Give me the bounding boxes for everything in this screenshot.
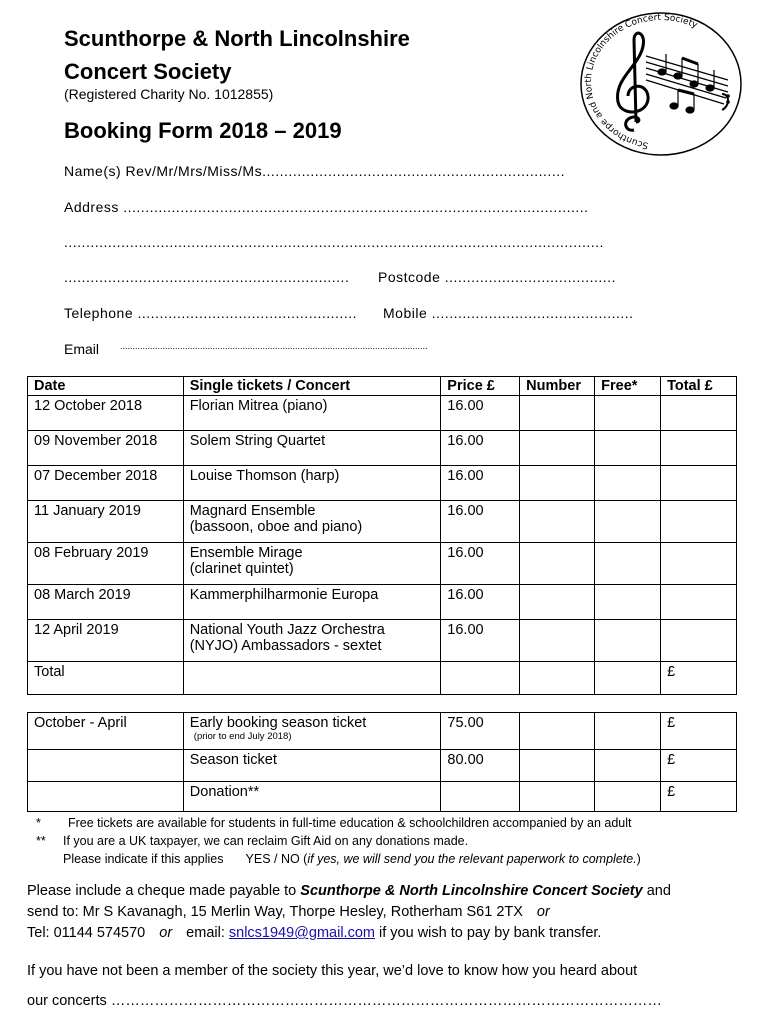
row-total-input[interactable]	[661, 396, 737, 431]
row-date: 08 March 2019	[28, 585, 184, 620]
early-total[interactable]: £	[661, 713, 737, 750]
row-total-input[interactable]	[661, 466, 737, 501]
concert-title: Magnard Ensemble	[189, 503, 316, 519]
row-price: 16.00	[441, 543, 520, 585]
season-ticket-row	[28, 750, 737, 782]
early-number-input[interactable]	[520, 713, 595, 750]
header-price: Price £	[441, 377, 520, 396]
row-number-input[interactable]	[520, 431, 595, 466]
concert-tickets-table	[27, 376, 737, 695]
form-title: Booking Form 2018 – 2019	[64, 118, 342, 143]
treble-clef-icon	[618, 33, 649, 130]
season-ticket-label: Season ticket	[183, 750, 441, 782]
footnotes	[36, 814, 641, 868]
email-label: Email	[64, 341, 100, 357]
row-number-input[interactable]	[520, 543, 595, 585]
society-logo	[578, 10, 744, 158]
season-tickets-table	[27, 712, 737, 812]
address-line-3[interactable]: .................................................................	[64, 269, 350, 285]
row-total-input[interactable]	[661, 543, 737, 585]
table-row	[28, 620, 737, 662]
email-link[interactable]: snlcs1949@gmail.com	[228, 925, 375, 941]
yes-no-option[interactable]: YES / NO	[245, 852, 300, 866]
total-row	[28, 662, 737, 695]
org-line-1: Scunthorpe & North Lincolnshire	[64, 26, 410, 51]
early-booking-label: Early booking season ticket	[189, 715, 367, 731]
total-label: Total	[28, 662, 184, 695]
music-notes-icon	[646, 54, 729, 113]
row-price: 16.00	[441, 585, 520, 620]
org-line-2: Concert Society	[64, 59, 232, 84]
early-booking-price: 75.00	[441, 713, 520, 750]
row-free-input[interactable]	[595, 466, 661, 501]
row-number-input[interactable]	[520, 396, 595, 431]
table-row	[28, 431, 737, 466]
concert-title: Ensemble Mirage	[189, 545, 303, 561]
organisation-name	[64, 22, 410, 88]
concert-title: National Youth Jazz Orchestra	[189, 622, 385, 638]
survey-line-1: If you have not been a member of the society this year, we’d love to know how you heard about	[27, 963, 638, 979]
season-number-input[interactable]	[520, 750, 595, 782]
donation-label: Donation**	[183, 782, 441, 812]
row-date: 11 January 2019	[28, 501, 184, 543]
row-price: 16.00	[441, 501, 520, 543]
header-date: Date	[28, 377, 184, 396]
donation-total[interactable]: £	[661, 782, 737, 812]
row-price: 16.00	[441, 620, 520, 662]
gift-aid-choice: Please indicate if this applies YES / NO (if yes, we will send you the relevant paperwork to complete.)	[63, 852, 641, 866]
address-line-2[interactable]: ...........................................................................................................................	[64, 234, 604, 250]
survey-question	[27, 956, 662, 1016]
row-number-input[interactable]	[520, 585, 595, 620]
donation-row	[28, 782, 737, 812]
row-date: 08 February 2019	[28, 543, 184, 585]
row-concert: Florian Mitrea (piano)	[183, 396, 441, 431]
table-row	[28, 501, 737, 543]
row-free-input[interactable]	[595, 620, 661, 662]
season-period: October - April	[28, 713, 184, 750]
name-field[interactable]: Name(s) Rev/Mr/Mrs/Miss/Ms.....................................................................	[64, 163, 565, 179]
survey-answer-field[interactable]: our concerts ……………………………………………………………………………………………………	[27, 993, 662, 1009]
row-date: 12 April 2019	[28, 620, 184, 662]
row-free-input[interactable]	[595, 585, 661, 620]
header-concert: Single tickets / Concert	[183, 377, 441, 396]
table-row	[28, 466, 737, 501]
row-date: 09 November 2018	[28, 431, 184, 466]
row-price: 16.00	[441, 396, 520, 431]
footnote-free: * Free tickets are available for students in full-time education & schoolchildren accompanied by an adult	[36, 816, 632, 830]
charity-number: (Registered Charity No. 1012855)	[64, 86, 274, 102]
row-concert	[183, 543, 441, 585]
address-field[interactable]: Address ..........................................................................................................	[64, 199, 589, 215]
row-concert: Solem String Quartet	[183, 431, 441, 466]
row-free-input[interactable]	[595, 543, 661, 585]
payment-instructions: Please include a cheque made payable to Scunthorpe & North Lincolnshire Concert Society and send to: Mr S Kavanagh, 15 Merlin Way, Thorpe Hesley, Rotherham S61 2TX or Tel: 01144 574570 or email: snlcs1949@gmail.com if you wish to pay by bank transfer.	[27, 883, 671, 941]
early-booking-row	[28, 713, 737, 750]
row-price: 16.00	[441, 466, 520, 501]
row-price: 16.00	[441, 431, 520, 466]
table-row	[28, 585, 737, 620]
row-number-input[interactable]	[520, 501, 595, 543]
table-header-row	[28, 377, 737, 396]
header-free: Free*	[595, 377, 661, 396]
concert-subtitle: (bassoon, oboe and piano)	[189, 519, 363, 535]
total-amount[interactable]: £	[661, 662, 737, 695]
total-free-input[interactable]	[595, 662, 661, 695]
row-date: 07 December 2018	[28, 466, 184, 501]
email-field[interactable]: ...........................................................................................................................	[120, 341, 428, 351]
row-concert	[183, 501, 441, 543]
row-concert	[183, 620, 441, 662]
table-row	[28, 396, 737, 431]
row-total-input[interactable]	[661, 501, 737, 543]
row-free-input[interactable]	[595, 431, 661, 466]
telephone-field[interactable]: Telephone ..................................................	[64, 305, 357, 321]
row-concert: Kammerphilharmonie Europa	[183, 585, 441, 620]
row-total-input[interactable]	[661, 620, 737, 662]
postcode-field[interactable]: Postcode .......................................	[378, 269, 616, 285]
header-number: Number	[520, 377, 595, 396]
row-total-input[interactable]	[661, 585, 737, 620]
concert-subtitle: (NYJO) Ambassadors - sextet	[189, 638, 382, 654]
row-free-input[interactable]	[595, 396, 661, 431]
concert-subtitle: (clarinet quintet)	[189, 561, 294, 577]
table-row	[28, 543, 737, 585]
total-number-input[interactable]	[520, 662, 595, 695]
footnote-gift-aid: ** If you are a UK taxpayer, we can reclaim Gift Aid on any donations made.	[36, 834, 469, 848]
row-number-input[interactable]	[520, 466, 595, 501]
season-ticket-price: 80.00	[441, 750, 520, 782]
row-total-input[interactable]	[661, 431, 737, 466]
row-concert: Louise Thomson (harp)	[183, 466, 441, 501]
season-total[interactable]: £	[661, 750, 737, 782]
row-number-input[interactable]	[520, 620, 595, 662]
header-total: Total £	[661, 377, 737, 396]
early-booking-note: (prior to end July 2018)	[193, 731, 292, 742]
mobile-field[interactable]: Mobile ..............................................	[383, 305, 634, 321]
row-free-input[interactable]	[595, 501, 661, 543]
row-date: 12 October 2018	[28, 396, 184, 431]
logo-ring-text: Scunthorpe and North Lincolnshire Concert Society	[584, 12, 699, 150]
